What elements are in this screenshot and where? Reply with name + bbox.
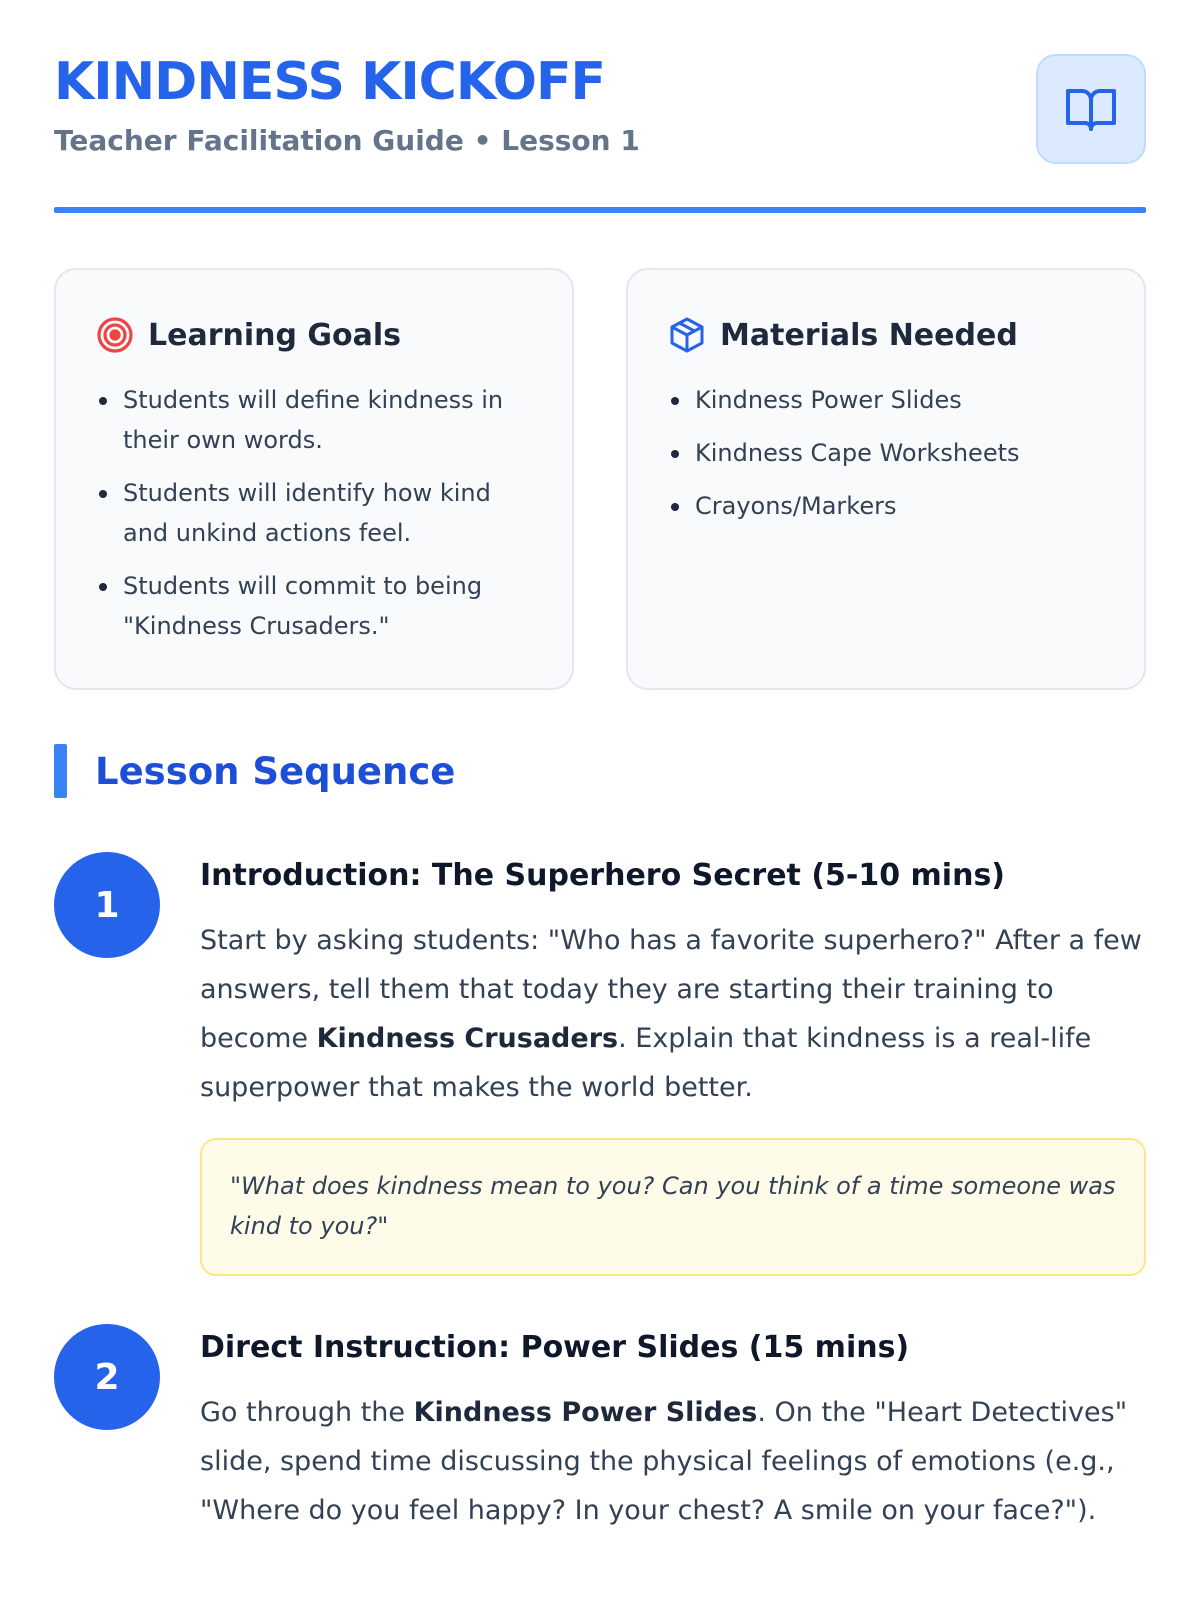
page-subtitle: Teacher Facilitation Guide • Lesson 1: [54, 124, 640, 157]
box-icon: [668, 316, 706, 354]
materials-list: [668, 380, 1104, 526]
learning-goals-header: [96, 310, 532, 360]
lesson-sequence-heading: [54, 744, 455, 798]
learning-goals-title: Learning Goals: [148, 317, 402, 353]
materials-header: [668, 310, 1104, 360]
page-title: KINDNESS KICKOFF: [54, 52, 606, 112]
list-item: Students will commit to being "Kindness Crusaders.": [96, 566, 532, 646]
list-item: Crayons/Markers: [668, 486, 1104, 526]
list-item: Students will identify how kind and unkind actions feel.: [96, 473, 532, 553]
learning-goals-card: [54, 268, 574, 690]
list-item: Kindness Cape Worksheets: [668, 433, 1104, 473]
step-text-emphasis: Kindness Crusaders: [316, 1023, 619, 1054]
overview-cards: [54, 268, 1146, 690]
step-text-part: Go through the: [200, 1397, 414, 1428]
list-item: Students will define kindness in their own words.: [96, 380, 532, 460]
list-item: Kindness Power Slides: [668, 380, 1104, 420]
step-body: [200, 1324, 1146, 1535]
step-description: [200, 1388, 1146, 1535]
target-icon: [96, 316, 134, 354]
discussion-prompt: "What does kindness mean to you? Can you think of a time someone was kind to you?": [200, 1138, 1146, 1276]
step-text-part: . Explain that kindness is a real-life superpower that makes the world better.: [200, 1023, 1092, 1103]
book-button[interactable]: [1036, 54, 1146, 164]
step-text-part: . On the "Heart Detectives" slide, spend time discussing the physical feelings of emotions (e.g., "Where do you feel happy? In your chest? A smile on your face?").: [200, 1397, 1128, 1526]
step-text-emphasis: Kindness Power Slides: [413, 1397, 758, 1428]
step-body: [200, 852, 1146, 1276]
materials-title: Materials Needed: [720, 317, 1018, 353]
page-header: [54, 0, 1146, 212]
step-text-part: Start by asking students: "Who has a favorite superhero?" After a few answers, tell them that today they are starting their training to become: [200, 925, 1142, 1054]
step-title: Introduction: The Superhero Secret (5-10 mins): [200, 858, 1006, 893]
lesson-sequence-title: Lesson Sequence: [95, 749, 456, 793]
section-accent-bar: [54, 744, 67, 798]
open-book-icon: [1065, 85, 1117, 133]
step-number-badge: 1: [54, 852, 160, 958]
facilitation-guide-page: [54, 0, 1146, 1526]
step-description: [200, 916, 1146, 1112]
header-divider: [54, 207, 1146, 213]
learning-goals-list: [96, 380, 532, 646]
step-number-badge: 2: [54, 1324, 160, 1430]
step-title: Direct Instruction: Power Slides (15 mins): [200, 1330, 910, 1365]
materials-card: [626, 268, 1146, 690]
